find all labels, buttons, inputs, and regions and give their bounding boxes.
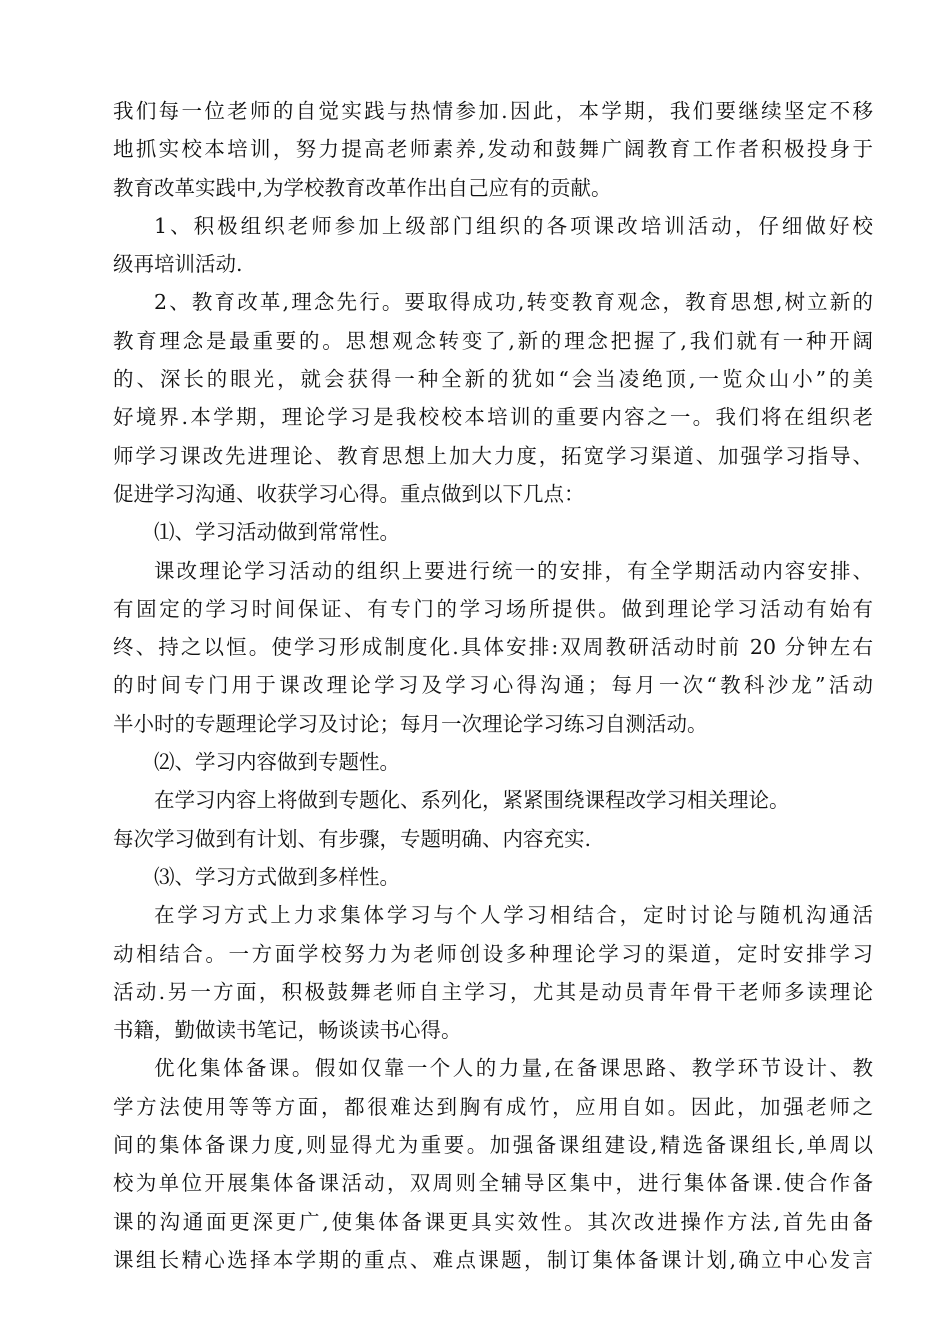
text-line: 教育理念是最重要的。思想观念转变了,新的理念把握了,我们就有一种开阔 bbox=[113, 328, 873, 353]
text-line: 有固定的学习时间保证、有专门的学习场所提供。做到理论学习活动有始有 bbox=[113, 596, 873, 621]
text-line: 课的沟通面更深更广,使集体备课更具实效性。其次改进操作方法,首先由备 bbox=[113, 1209, 873, 1234]
text-line: 促进学习沟通、收获学习心得。重点做到以下几点： bbox=[113, 481, 585, 506]
text-line: 半小时的专题理论学习及讨论；每月一次理论学习练习自测活动。 bbox=[113, 711, 708, 736]
text-line: 课组长精心选择本学期的重点、难点课题，制订集体备课计划,确立中心发言 bbox=[113, 1247, 873, 1272]
text-line: 书籍，勤做读书笔记，畅谈读书心得。 bbox=[113, 1018, 462, 1043]
document-body bbox=[113, 92, 873, 1279]
text-line: 级再培训活动. bbox=[113, 252, 243, 277]
text-line: 每次学习做到有计划、有步骤，专题明确、内容充实. bbox=[113, 826, 592, 851]
text-line: 在学习方式上力求集体学习与个人学习相结合，定时讨论与随机沟通活 bbox=[154, 903, 873, 928]
text-line: 师学习课改先进理论、教育思想上加大力度，拓宽学习渠道、加强学习指导、 bbox=[113, 443, 873, 468]
text-line: 1、积极组织老师参加上级部门组织的各项课改培训活动，仔细做好校 bbox=[154, 213, 873, 238]
text-line: 学方法使用等等方面，都很难达到胸有成竹，应用自如。因此，加强老师之 bbox=[113, 1094, 873, 1119]
text-line: 优化集体备课。假如仅靠一个人的力量,在备课思路、教学环节设计、教 bbox=[154, 1056, 873, 1081]
text-line: ⑵、学习内容做到专题性。 bbox=[154, 750, 400, 775]
text-line: 活动.另一方面，积极鼓舞老师自主学习，尤其是动员青年骨干老师多读理论 bbox=[113, 979, 873, 1004]
text-line: 2、教育改革,理念先行。要取得成功,转变教育观念，教育思想,树立新的 bbox=[154, 290, 873, 315]
text-line: 的时间专门用于课改理论学习及学习心得沟通；每月一次“教科沙龙”活动 bbox=[113, 673, 873, 698]
text-line: 好境界.本学期，理论学习是我校校本培训的重要内容之一。我们将在组织老 bbox=[113, 405, 873, 430]
text-line: 教育改革实践中,为学校教育改革作出自己应有的贡献。 bbox=[113, 175, 612, 200]
text-line: 终、持之以恒。使学习形成制度化.具体安排:双周教研活动时前 20 分钟左右 bbox=[113, 635, 873, 660]
text-line: 我们每一位老师的自觉实践与热情参加.因此，本学期，我们要继续坚定不移 bbox=[113, 99, 873, 123]
text-line: 地抓实校本培训，努力提高老师素养,发动和鼓舞广阔教育工作者积极投身于 bbox=[113, 137, 873, 162]
text-line: 课改理论学习活动的组织上要进行统一的安排，有全学期活动内容安排、 bbox=[154, 558, 873, 583]
text-line: ⑶、学习方式做到多样性。 bbox=[154, 864, 400, 889]
text-line: 的、深长的眼光，就会获得一种全新的犹如“会当凌绝顶,一览众山小”的美 bbox=[113, 367, 873, 392]
text-line: 动相结合。一方面学校努力为老师创设多种理论学习的渠道，定时安排学习 bbox=[113, 941, 873, 966]
text-line: 在学习内容上将做到专题化、系列化，紧紧围绕课程改学习相关理论。 bbox=[154, 788, 790, 813]
text-line: ⑴、学习活动做到常常性。 bbox=[154, 520, 400, 545]
text-line: 间的集体备课力度,则显得尤为重要。加强备课组建设,精选备课组长,单周以 bbox=[113, 1133, 873, 1158]
text-line: 校为单位开展集体备课活动，双周则全辅导区集中，进行集体备课.使合作备 bbox=[113, 1171, 873, 1196]
